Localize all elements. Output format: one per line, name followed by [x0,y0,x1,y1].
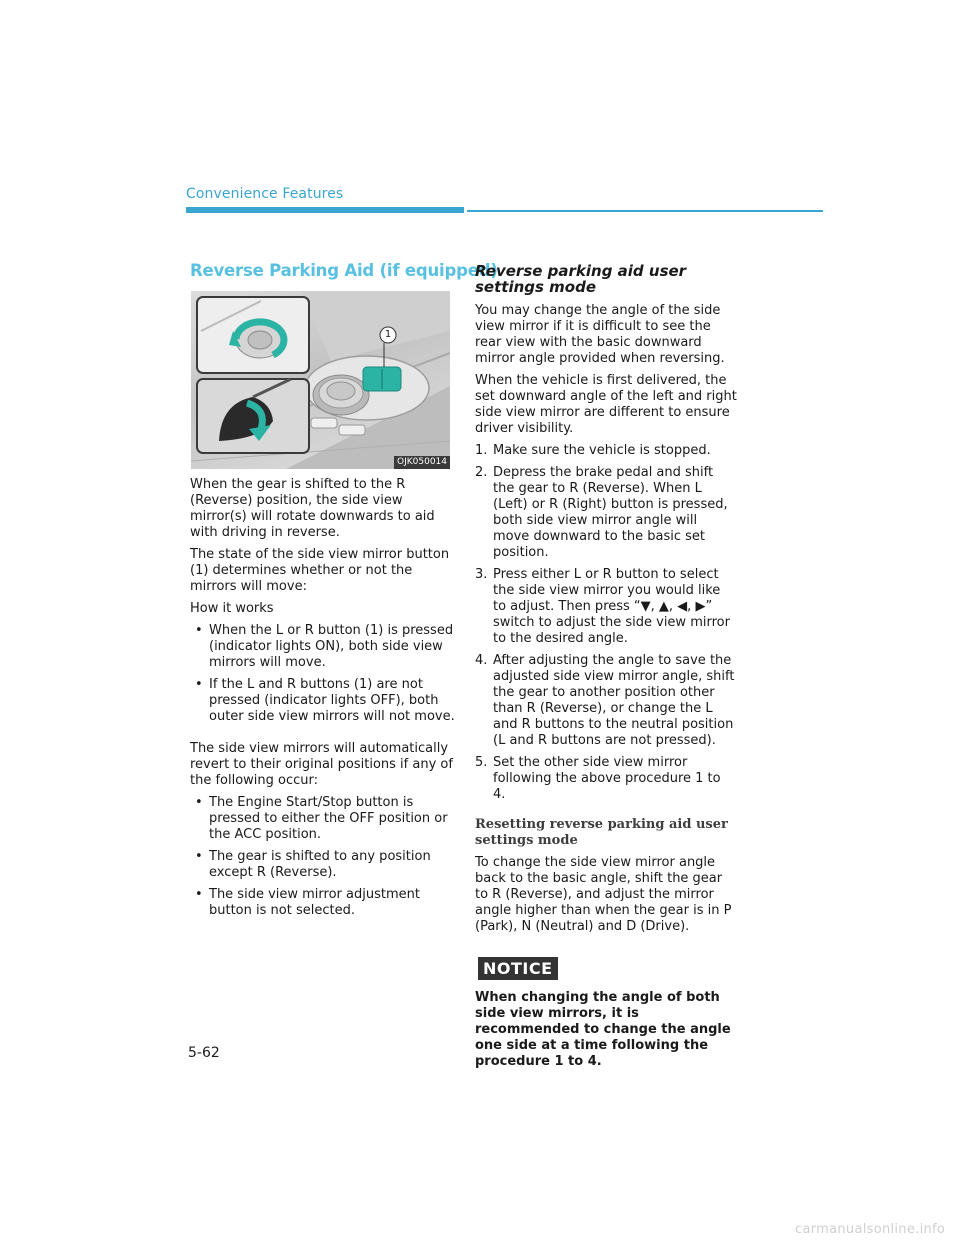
intro-paragraph-1: When the gear is shifted to the R (Reverse) position, the side view mirror(s) will rotate downwards to aid with driving in reverse. [190,477,435,540]
revert-paragraph: The side view mirrors will automatically revert to their original positions if any of the following occur: [190,741,453,788]
watermark: carmanualsonline.info [795,1222,946,1237]
list-item: 4. After adjusting the angle to save the adjusted side view mirror angle, shift the gear to another position other than R (Reverse), or change the L and R buttons to the neutral position (L and R buttons are not pressed). [475,653,735,748]
list-item: • The Engine Start/Stop button is pressed to either the OFF position or the ACC position. [190,795,458,843]
list-item: • If the L and R buttons (1) are not pressed (indicator lights OFF), both outer side view mirrors will not move. [190,677,458,725]
notice-badge: NOTICE [478,957,558,980]
how-it-works-list [190,623,458,725]
list-item: 1. Make sure the vehicle is stopped. [475,443,711,458]
list-item: • The gear is shifted to any position except R (Reverse). [190,849,458,881]
right-column [475,263,737,1070]
reset-title: Resetting reverse parking aid user settings mode [475,817,728,848]
user-settings-title: Reverse parking aid user settings mode [475,262,687,296]
figure-callout-number: 1 [384,329,392,340]
header-rule-accent [186,207,464,213]
mirror-control-illustration [191,291,450,469]
left-column [190,261,498,925]
reset-paragraph: To change the side view mirror angle back to the basic angle, shift the gear to R (Reverse), and adjust the mirror angle higher than when the gear is in P (Park), N (Neutral) and D (Drive). [475,855,732,934]
list-item: 3. Press either L or R button to select the side view mirror you would like to adjust. Then press “▼, ▲, ◀, ▶” switch to adjust the side view mirror to the desired angle. [475,567,730,646]
how-it-works-label: How it works [190,601,274,616]
settings-paragraph-1: You may change the angle of the side view mirror if it is difficult to see the rear view with the basic downward mirror angle provided when reversing. [475,303,725,366]
revert-conditions-list [190,795,458,919]
list-item: • When the L or R button (1) is pressed (indicator lights ON), both side view mirrors will move. [190,623,458,671]
settings-paragraph-2: When the vehicle is first delivered, the set downward angle of the left and right side view mirror are different to ensure driver visibility. [475,373,737,436]
intro-paragraph-2: The state of the side view mirror button (1) determines whether or not the mirrors will move: [190,547,450,594]
page-number: 5-62 [188,1045,220,1061]
chapter-title: Convenience Features [186,186,344,202]
notice-text: When changing the angle of both side view mirrors, it is recommended to change the angle one side at a time following the procedure 1 to 4. [475,990,731,1069]
header-rule-thin [467,210,823,212]
mirror-control-figure [191,291,450,469]
list-item: 2. Depress the brake pedal and shift the gear to R (Reverse). When L (Left) or R (Right) button is pressed, both side view mirror angle will move downward to the basic set position. [475,465,728,560]
figure-code: OJK050014 [394,456,450,469]
section-title: Reverse Parking Aid (if equipped) [190,261,498,280]
procedure-steps [475,443,737,803]
list-item: 5. Set the other side view mirror following the above procedure 1 to 4. [475,755,721,802]
list-item: • The side view mirror adjustment button is not selected. [190,887,458,919]
